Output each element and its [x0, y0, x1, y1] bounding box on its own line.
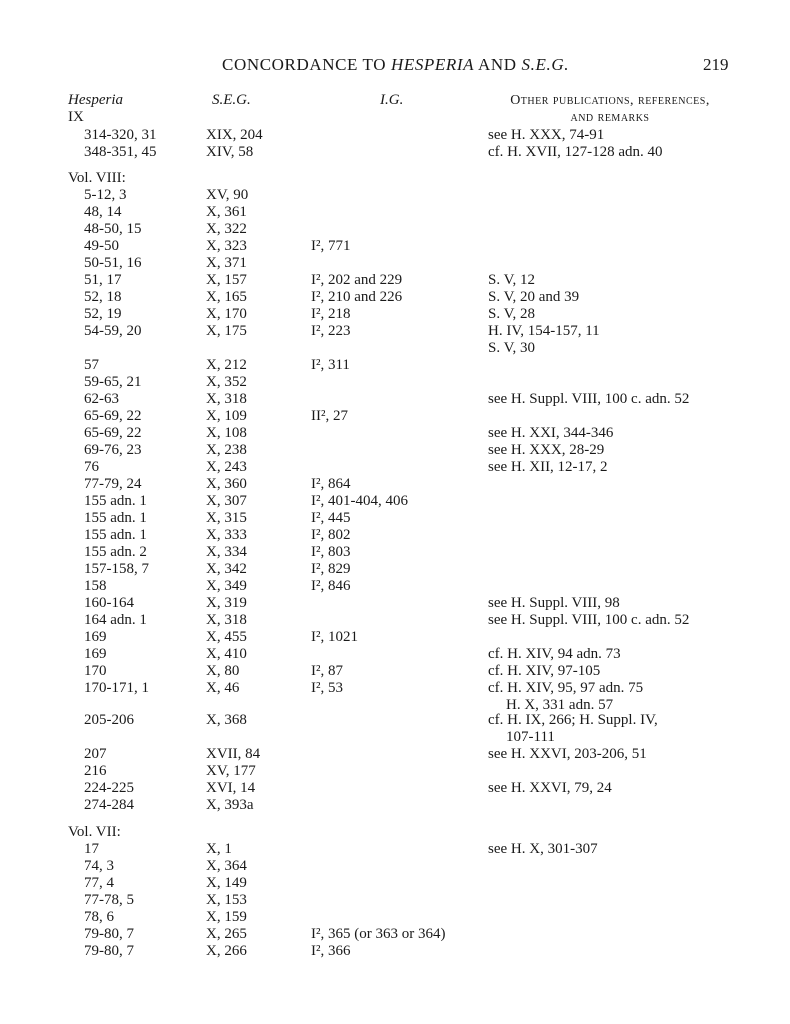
hesperia-cell: 274-284: [84, 797, 134, 813]
ig-cell: I², 771: [311, 238, 351, 254]
ig-cell: I², 218: [311, 306, 351, 322]
seg-cell: X, 153: [206, 892, 247, 908]
table-row: [0, 323, 790, 340]
ig-cell: I², 210 and 226: [311, 289, 403, 305]
hesperia-cell: 48-50, 15: [84, 221, 142, 237]
hesperia-cell: 216: [84, 763, 107, 779]
table-row: [0, 712, 790, 729]
seg-cell: X, 352: [206, 374, 247, 390]
seg-cell: X, 1: [206, 841, 232, 857]
seg-cell: XV, 90: [206, 187, 249, 203]
hesperia-cell: 170: [84, 663, 107, 679]
hesperia-cell: 48, 14: [84, 204, 122, 220]
hesperia-cell: 69-76, 23: [84, 442, 142, 458]
seg-cell: X, 159: [206, 909, 247, 925]
other-cell: see H. XXI, 344-346: [488, 425, 614, 441]
hesperia-cell: 207: [84, 746, 107, 762]
hesperia-cell: 164 adn. 1: [84, 612, 147, 628]
other-cell: see H. XXX, 74-91: [488, 127, 605, 143]
table-row: [0, 408, 790, 425]
seg-cell: X, 371: [206, 255, 247, 271]
page-number: 219: [703, 55, 729, 74]
hesperia-cell: 52, 18: [84, 289, 122, 305]
seg-cell: XVI, 14: [206, 780, 256, 796]
seg-cell: X, 333: [206, 527, 247, 543]
other-cell: cf. H. XIV, 97-105: [488, 663, 601, 679]
ig-cell: I², 401-404, 406: [311, 493, 408, 509]
seg-cell: X, 46: [206, 680, 240, 696]
table-row: [0, 909, 790, 926]
hesperia-cell: 224-225: [84, 780, 134, 796]
other-cell: see H. XII, 12-17, 2: [488, 459, 608, 475]
hesperia-cell: 79-80, 7: [84, 943, 134, 959]
table-row: [0, 459, 790, 476]
running-title-text: CONCORDANCE TO HESPERIA AND S.E.G.: [222, 55, 570, 74]
table-row: [0, 561, 790, 578]
other-cell: cf. H. IX, 266; H. Suppl. IV,: [488, 712, 658, 728]
hesperia-cell: 155 adn. 1: [84, 493, 147, 509]
table-row: [0, 746, 790, 763]
seg-cell: XIX, 204: [206, 127, 263, 143]
seg-cell: X, 170: [206, 306, 247, 322]
seg-cell: X, 307: [206, 493, 247, 509]
hesperia-cell: 77, 4: [84, 875, 114, 891]
seg-cell: X, 319: [206, 595, 247, 611]
seg-cell: X, 157: [206, 272, 247, 288]
ig-cell: I², 1021: [311, 629, 358, 645]
ig-cell: I², 846: [311, 578, 351, 594]
table-row: [0, 374, 790, 391]
table-row: [0, 127, 790, 144]
table-row: [0, 357, 790, 374]
other-cell: see H. Suppl. VIII, 100 c. adn. 52: [488, 391, 690, 407]
hesperia-cell: 65-69, 22: [84, 408, 142, 424]
hesperia-cell: 169: [84, 629, 107, 645]
seg-cell: X, 243: [206, 459, 247, 475]
column-header-other-line1: Other publications, references,: [510, 93, 710, 108]
table-row: [0, 892, 790, 909]
ig-cell: I², 864: [311, 476, 351, 492]
hesperia-cell: 52, 19: [84, 306, 122, 322]
table-row: [0, 255, 790, 272]
seg-cell: X, 455: [206, 629, 247, 645]
hesperia-cell: 59-65, 21: [84, 374, 142, 390]
ig-cell: I², 311: [311, 357, 350, 373]
other-cell: S. V, 28: [488, 306, 535, 322]
hesperia-cell: 155 adn. 1: [84, 510, 147, 526]
table-row: [0, 780, 790, 797]
hesperia-cell: 57: [84, 357, 99, 373]
hesperia-cell: 169: [84, 646, 107, 662]
hesperia-cell: 158: [84, 578, 107, 594]
other-cell: S. V, 20 and 39: [488, 289, 580, 305]
seg-cell: X, 393a: [206, 797, 254, 813]
hesperia-cell: 62-63: [84, 391, 119, 407]
seg-cell: X, 318: [206, 612, 247, 628]
hesperia-cell: 78, 6: [84, 909, 114, 925]
table-row: [0, 476, 790, 493]
seg-cell: X, 315: [206, 510, 247, 526]
table-row: [0, 578, 790, 595]
ig-cell: I², 803: [311, 544, 351, 560]
hesperia-cell: 205-206: [84, 712, 134, 728]
seg-cell: X, 322: [206, 221, 247, 237]
table-row: [0, 926, 790, 943]
hesperia-cell: 170-171, 1: [84, 680, 149, 696]
other-cell: see H. XXX, 28-29: [488, 442, 605, 458]
seg-cell: X, 360: [206, 476, 247, 492]
other-cell: cf. H. XIV, 95, 97 adn. 75: [488, 680, 644, 696]
other-cell: cf. H. XVII, 127-128 adn. 40: [488, 144, 663, 160]
ig-cell: II², 27: [311, 408, 348, 424]
table-row: [0, 663, 790, 680]
column-header-other-line2: and remarks: [570, 110, 650, 125]
hesperia-cell: Vol. VII:: [68, 824, 121, 840]
seg-cell: X, 175: [206, 323, 247, 339]
seg-cell: XIV, 58: [206, 144, 254, 160]
hesperia-cell: 49-50: [84, 238, 119, 254]
other-cell: see H. XXVI, 79, 24: [488, 780, 612, 796]
seg-cell: X, 323: [206, 238, 247, 254]
seg-cell: X, 361: [206, 204, 247, 220]
other-cell: 107-111: [506, 729, 555, 745]
hesperia-cell: 79-80, 7: [84, 926, 134, 942]
seg-cell: X, 238: [206, 442, 247, 458]
table-row: [0, 510, 790, 527]
section-heading: [0, 824, 790, 841]
seg-cell: XV, 177: [206, 763, 256, 779]
hesperia-cell: 5-12, 3: [84, 187, 127, 203]
seg-cell: X, 342: [206, 561, 247, 577]
seg-cell: X, 318: [206, 391, 247, 407]
seg-cell: X, 80: [206, 663, 240, 679]
ig-cell: I², 223: [311, 323, 351, 339]
table-row: [0, 144, 790, 161]
hesperia-cell: Vol. VIII:: [68, 170, 126, 186]
hesperia-cell: 74, 3: [84, 858, 114, 874]
other-cell: cf. H. XIV, 94 adn. 73: [488, 646, 621, 662]
seg-cell: X, 109: [206, 408, 247, 424]
table-row: [0, 763, 790, 780]
table-row: [0, 289, 790, 306]
ig-cell: I², 87: [311, 663, 343, 679]
table-row: [0, 238, 790, 255]
table-row: [0, 797, 790, 814]
seg-cell: X, 266: [206, 943, 247, 959]
table-row: [0, 858, 790, 875]
ig-cell: I², 829: [311, 561, 351, 577]
ig-cell: I², 365 (or 363 or 364): [311, 926, 446, 942]
hesperia-cell: 155 adn. 2: [84, 544, 147, 560]
hesperia-cell: 155 adn. 1: [84, 527, 147, 543]
hesperia-cell: 50-51, 16: [84, 255, 142, 271]
other-cell: see H. Suppl. VIII, 100 c. adn. 52: [488, 612, 690, 628]
seg-cell: X, 212: [206, 357, 247, 373]
table-row: [0, 272, 790, 289]
hesperia-cell: 65-69, 22: [84, 425, 142, 441]
hesperia-cell: 160-164: [84, 595, 134, 611]
table-row: [0, 425, 790, 442]
table-row: [0, 841, 790, 858]
hesperia-cell: 54-59, 20: [84, 323, 142, 339]
seg-cell: X, 265: [206, 926, 247, 942]
table-row: [0, 680, 790, 697]
table-row: [0, 340, 790, 357]
table-row: [0, 391, 790, 408]
other-cell: S. V, 12: [488, 272, 535, 288]
hesperia-cell: 314-320, 31: [84, 127, 157, 143]
seg-cell: X, 368: [206, 712, 247, 728]
table-row: [0, 544, 790, 561]
table-row: [0, 595, 790, 612]
section-heading: [0, 170, 790, 187]
ig-cell: I², 366: [311, 943, 351, 959]
other-cell: see H. XXVI, 203-206, 51: [488, 746, 647, 762]
table-row: [0, 527, 790, 544]
table-row: [0, 306, 790, 323]
section-label-ix: IX: [68, 109, 84, 125]
seg-cell: X, 410: [206, 646, 247, 662]
column-header-ig: I.G.: [380, 92, 404, 108]
table-row: [0, 493, 790, 510]
seg-cell: X, 349: [206, 578, 247, 594]
table-row: [0, 221, 790, 238]
hesperia-cell: 348-351, 45: [84, 144, 157, 160]
seg-cell: X, 149: [206, 875, 247, 891]
table-row: [0, 187, 790, 204]
hesperia-cell: 77-79, 24: [84, 476, 142, 492]
table-row: [0, 646, 790, 663]
column-header-hesperia: Hesperia: [68, 92, 123, 108]
seg-cell: X, 165: [206, 289, 247, 305]
ig-cell: I², 445: [311, 510, 351, 526]
column-header-seg: S.E.G.: [212, 92, 251, 108]
hesperia-cell: 76: [84, 459, 99, 475]
table-row: [0, 204, 790, 221]
ig-cell: I², 202 and 229: [311, 272, 403, 288]
other-cell: see H. Suppl. VIII, 98: [488, 595, 620, 611]
table-row: [0, 612, 790, 629]
seg-cell: X, 334: [206, 544, 247, 560]
other-cell: S. V, 30: [488, 340, 535, 356]
seg-cell: X, 364: [206, 858, 247, 874]
seg-cell: XVII, 84: [206, 746, 261, 762]
hesperia-cell: 157-158, 7: [84, 561, 149, 577]
other-cell: H. X, 331 adn. 57: [506, 697, 614, 713]
table-row: [0, 442, 790, 459]
ig-cell: I², 53: [311, 680, 343, 696]
table-row: [0, 875, 790, 892]
hesperia-cell: 17: [84, 841, 99, 857]
ig-cell: I², 802: [311, 527, 351, 543]
hesperia-cell: 77-78, 5: [84, 892, 134, 908]
table-row: [0, 943, 790, 960]
hesperia-cell: 51, 17: [84, 272, 122, 288]
table-row: [0, 629, 790, 646]
seg-cell: X, 108: [206, 425, 247, 441]
other-cell: see H. X, 301-307: [488, 841, 598, 857]
other-cell: H. IV, 154-157, 11: [488, 323, 600, 339]
table-row: [0, 729, 790, 746]
